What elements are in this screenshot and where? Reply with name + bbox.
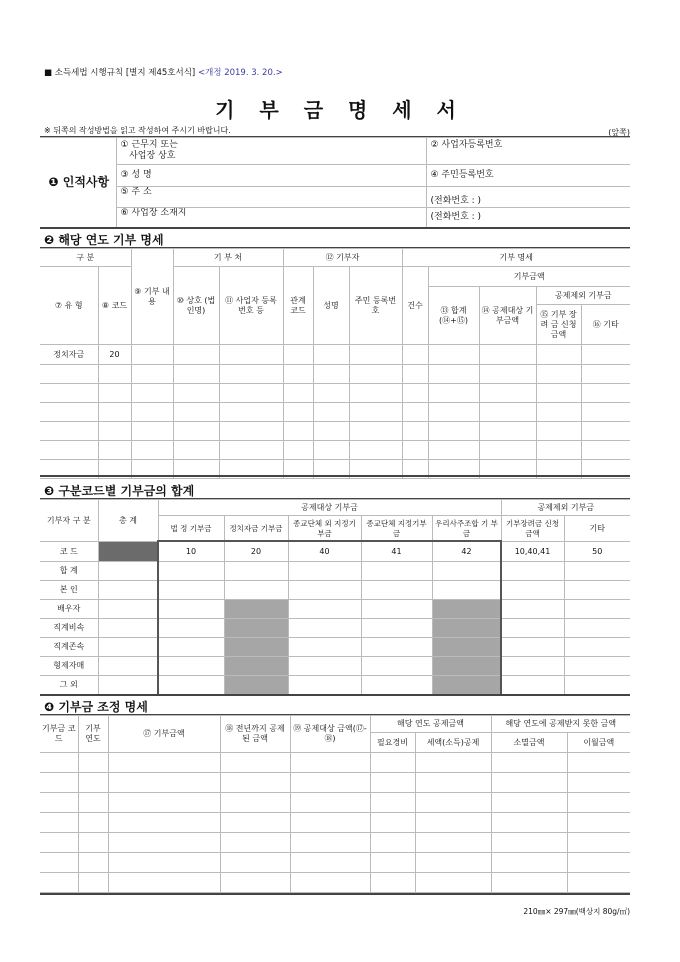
- code-cell: 41: [361, 542, 432, 562]
- header-gubun: 구 분: [40, 249, 131, 267]
- header-excluded: 공제제외 기부금: [501, 500, 630, 516]
- table-row: [40, 793, 630, 813]
- header-previous: ⑱ 전년까지 공제된 금액: [220, 716, 290, 753]
- table-row: [40, 619, 630, 638]
- revision-date: <개정 2019. 3. 20.>: [197, 68, 283, 78]
- header-lapsed: 소멸금액: [491, 733, 567, 753]
- table-row: [40, 600, 630, 619]
- section1-title: ❶ 인적사항: [40, 138, 116, 228]
- header-count: 건수: [402, 267, 428, 345]
- header-amount: ⑰ 기부금액: [108, 716, 220, 753]
- row-label: 합 계: [40, 562, 98, 581]
- header-donor: ⑫ 기부자: [283, 249, 402, 267]
- col-employee-stock: 우리사주조합 기 부 금: [432, 516, 501, 542]
- table-row: [40, 365, 630, 384]
- donation-details-table: [40, 248, 630, 479]
- header-not-deducted: 해당 연도에 공제받지 못한 금액: [491, 716, 630, 733]
- code-cell: 20: [224, 542, 288, 562]
- header-other: ⑯ 기타: [581, 305, 630, 345]
- workplace-phone[interactable]: (전화번호 : ): [426, 208, 630, 228]
- page-side-label: (앞쪽): [608, 128, 630, 137]
- header-scholarship: ⑮ 기부 장 려 금 신청금액: [536, 305, 581, 345]
- header-total: ⑬ 합계 (⑭+⑮): [428, 287, 479, 345]
- header-org: 기 부 처: [173, 249, 283, 267]
- table-row: [40, 384, 630, 403]
- header-current: 해당 연도 공제금액: [370, 716, 491, 733]
- row-label: 직계비속: [40, 619, 98, 638]
- table-row: [40, 773, 630, 793]
- table-row: [40, 657, 630, 676]
- col-other: 기타: [564, 516, 630, 542]
- header-tax-credit: 세액(소득)공제: [415, 733, 491, 753]
- row-label: 형제자매: [40, 657, 98, 676]
- header-rrn: 주민 등록번호: [349, 267, 402, 345]
- col-legal: 법 정 기부금: [158, 516, 224, 542]
- address-phone[interactable]: (전화번호 : ): [426, 187, 630, 208]
- code-cell: 42: [432, 542, 501, 562]
- rrn-field[interactable]: ④ 주민등록번호: [426, 165, 630, 187]
- section3-title: ❸ 구분코드별 기부금의 합계: [44, 484, 195, 498]
- header-deductible: 공제대상 기부금: [158, 500, 501, 516]
- header-grand-total: 총 계: [98, 500, 158, 542]
- header-content: ⑨ 기부 내용: [131, 249, 173, 345]
- address-field[interactable]: ⑤ 주 소: [116, 187, 426, 208]
- col-religious: 종교단체 지정기부금: [361, 516, 432, 542]
- code-row: [40, 542, 630, 562]
- table-row: [40, 873, 630, 893]
- name-field[interactable]: ③ 성 명: [116, 165, 426, 187]
- page-title: 기 부 금 명 세 서: [215, 98, 465, 122]
- row-label: 그 외: [40, 676, 98, 695]
- adjustment-table: [40, 715, 630, 893]
- row-label: 본 인: [40, 581, 98, 600]
- table-row: [40, 441, 630, 460]
- workplace-address-field[interactable]: ⑥ 사업장 소재지: [116, 208, 426, 228]
- header-type: ⑦ 유 형: [40, 267, 98, 345]
- header-amount: 기부금액: [428, 267, 630, 287]
- header-carryover: 이월금액: [567, 733, 630, 753]
- header-code: ⑧ 코드: [98, 267, 131, 345]
- header-relation: 관계 코드: [283, 267, 313, 345]
- table-row: [40, 833, 630, 853]
- table-row: [40, 422, 630, 441]
- personal-info-table: [40, 137, 630, 228]
- header-deductible: ⑲ 공제대상 금액(⑰-⑱): [290, 716, 370, 753]
- business-reg-field[interactable]: ② 사업자등록번호: [426, 138, 630, 165]
- code-cell: 40: [288, 542, 361, 562]
- header-code: 기부금 코드: [40, 716, 78, 753]
- section2-title: ❷ 해당 연도 기부 명세: [44, 233, 164, 247]
- header-expenses: 필요경비: [370, 733, 415, 753]
- paper-size-note: 210㎜× 297㎜(백상지 80g/㎡): [523, 907, 630, 916]
- code-cell: 10: [158, 542, 224, 562]
- workplace-field[interactable]: ① 근무지 또는 사업장 상호: [116, 138, 426, 165]
- header-deductible: ⑭ 공제대상 기부금액: [479, 287, 536, 345]
- header-name: ⑩ 상호 (법인명): [173, 267, 219, 345]
- header-donor-type: 기부자 구 분: [40, 500, 98, 542]
- col-political: 정치자금 기부금: [224, 516, 288, 542]
- instruction-note: ※ 뒤쪽의 작성방법을 읽고 작성하여 주시기 바랍니다.: [44, 126, 231, 135]
- col-scholarship: 기부장려금 신청금액: [501, 516, 564, 542]
- table-row: [40, 753, 630, 773]
- table-row: [40, 403, 630, 422]
- row-code[interactable]: 20: [98, 345, 131, 365]
- row-type[interactable]: 정치자금: [40, 345, 98, 365]
- section4-title: ❹ 기부금 조정 명세: [44, 700, 148, 714]
- table-row: [40, 853, 630, 873]
- table-row: [40, 581, 630, 600]
- table-row: [40, 562, 630, 581]
- row-label: 배우자: [40, 600, 98, 619]
- code-cell: 50: [564, 542, 630, 562]
- form-reference: ■ 소득세법 시행규칙 [별지 제45호서식] <개정 2019. 3. 20.>: [44, 68, 283, 78]
- code-cell: 10,40,41: [501, 542, 564, 562]
- table-row: [40, 345, 630, 365]
- table-row: [40, 676, 630, 695]
- table-row: [40, 638, 630, 657]
- header-excluded: 공제제외 기부금: [536, 287, 630, 305]
- header-detail: 기부 명세: [402, 249, 630, 267]
- row-label: 직계존속: [40, 638, 98, 657]
- row-label-code: 코 드: [40, 542, 98, 562]
- header-reg: ⑪ 사업자 등록번호 등: [219, 267, 283, 345]
- table-row: [40, 813, 630, 833]
- header-year: 기부 연도: [78, 716, 108, 753]
- code-summary-table: [40, 499, 630, 695]
- col-nonreligious: 종교단체 외 지정기부금: [288, 516, 361, 542]
- header-donor-name: 성명: [313, 267, 349, 345]
